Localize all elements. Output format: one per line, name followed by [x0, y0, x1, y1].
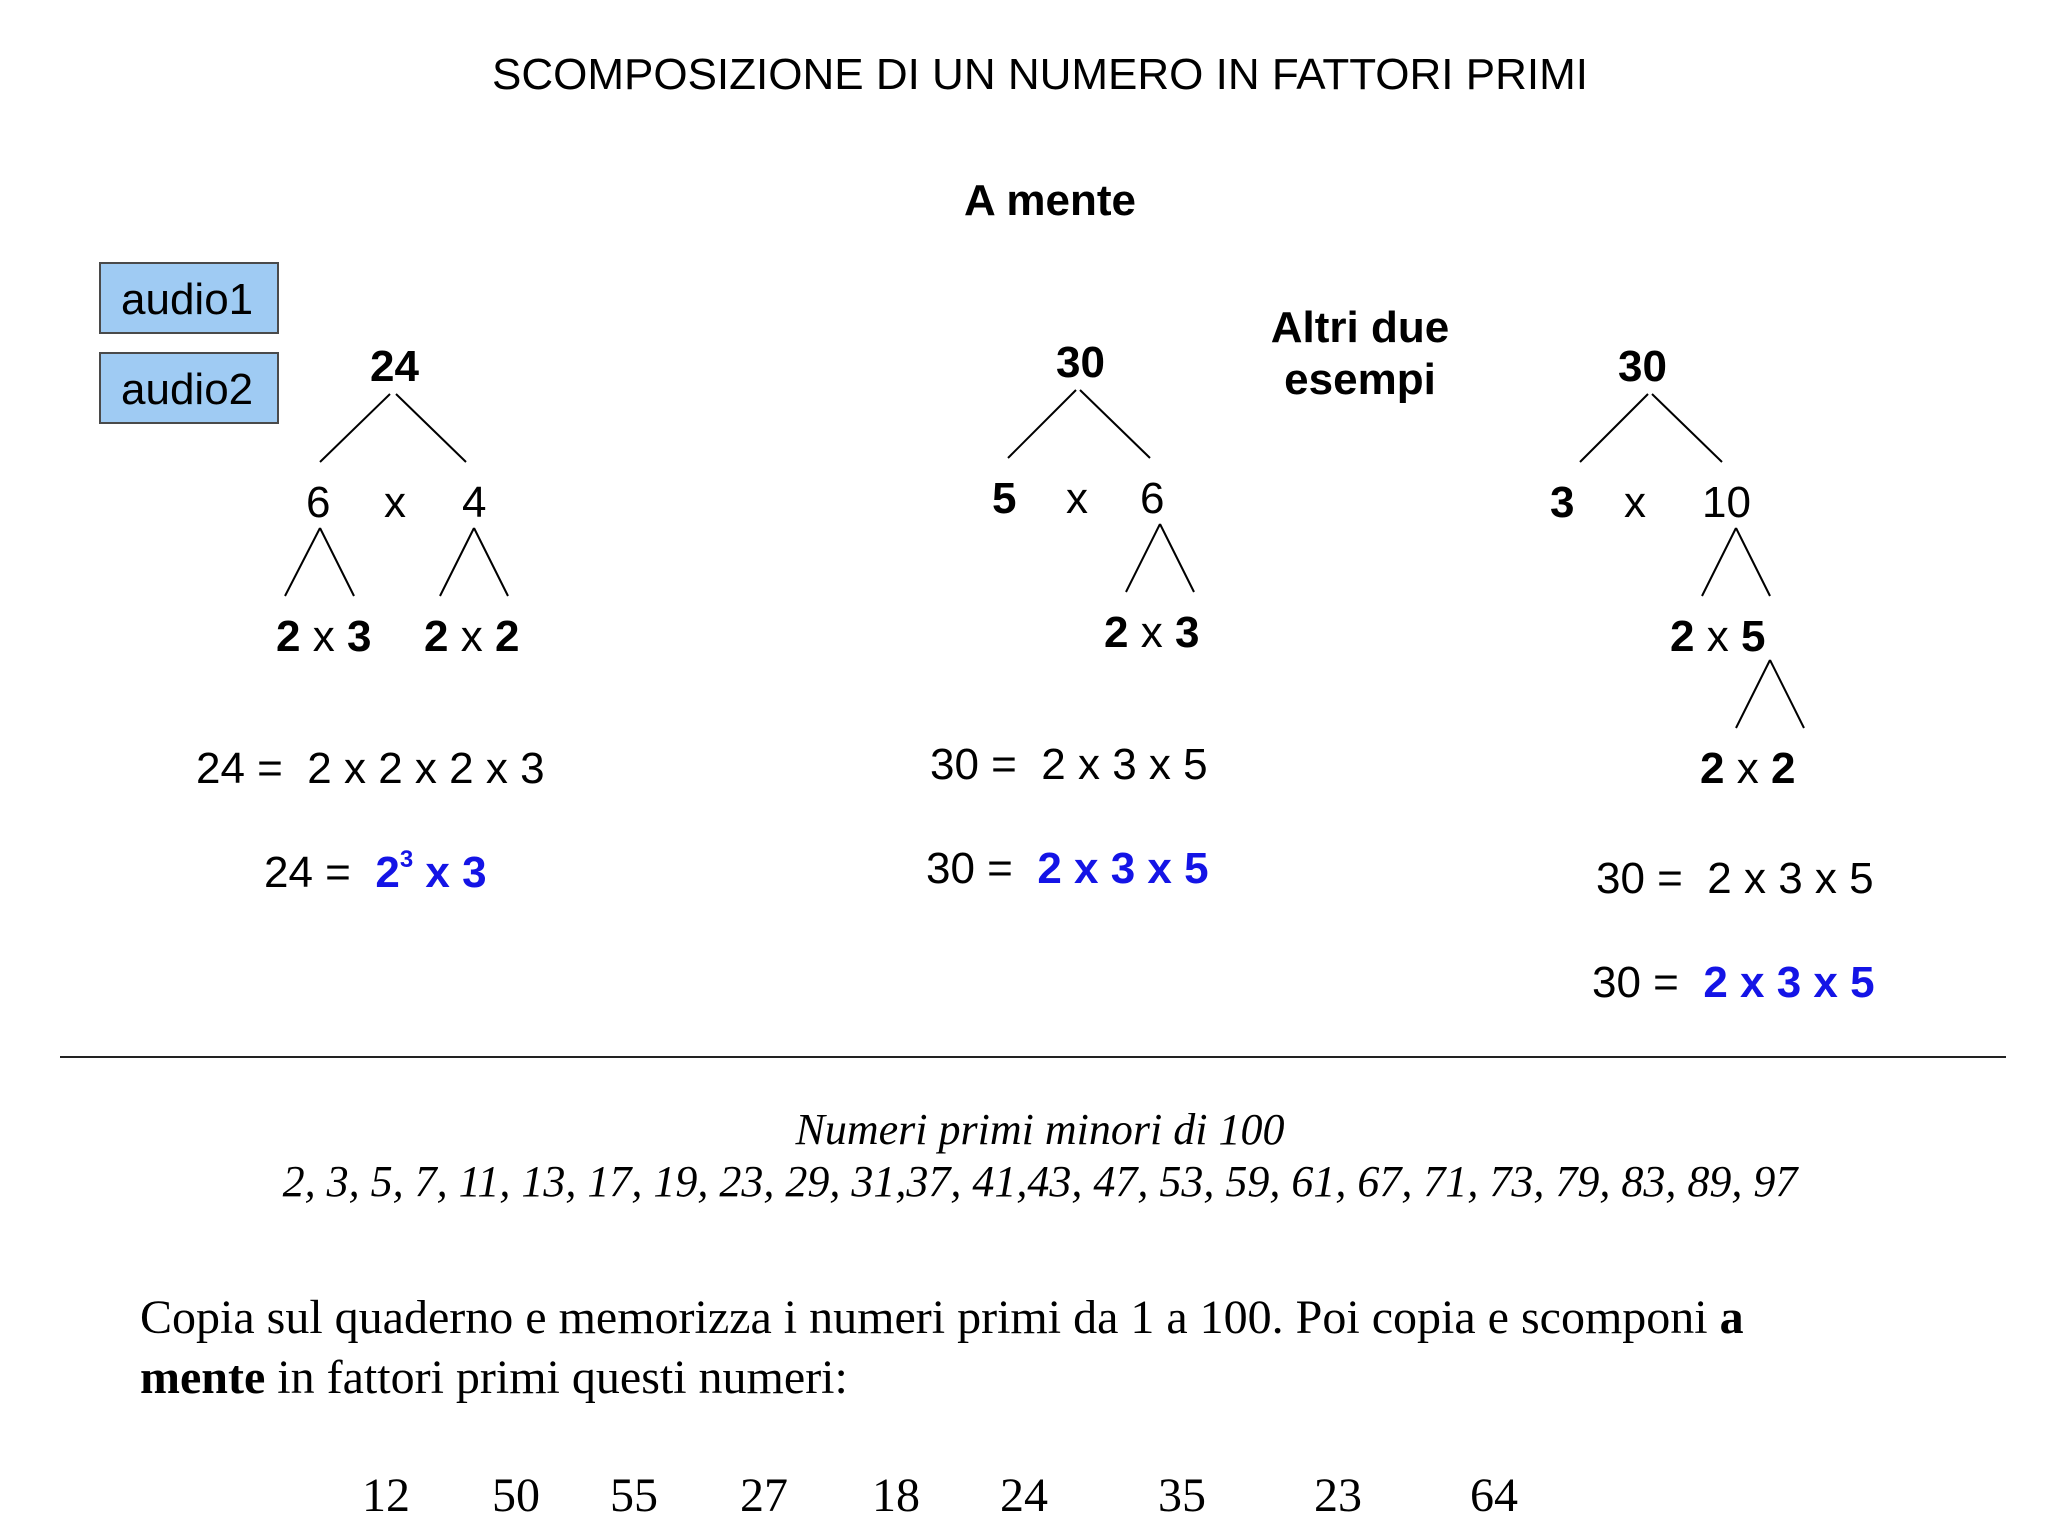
tree1-equation-expanded: 24 = 2 x 2 x 2 x 3	[196, 744, 545, 793]
equation-prefix: 24 =	[264, 848, 351, 897]
branch-line	[320, 528, 354, 596]
tree1-times: x	[384, 478, 406, 527]
branch-line	[396, 394, 466, 462]
exercise-number: 27	[740, 1469, 788, 1522]
equation-prefix: 30 =	[1592, 958, 1679, 1007]
branch-line	[1770, 660, 1804, 728]
audio2-button[interactable]: audio2	[99, 352, 279, 424]
other-examples-line2: esempi	[1284, 355, 1436, 404]
equation-result	[375, 848, 486, 897]
branch-line	[1008, 390, 1076, 458]
branch-line	[320, 394, 390, 462]
instruction-part2: in fattori primi questi numeri:	[265, 1351, 848, 1404]
primes-list: 2, 3, 5, 7, 11, 13, 17, 19, 23, 29, 31,37, 41,43, 47, 53, 59, 61, 67, 71, 73, 79, 83, 89, 97	[282, 1157, 1798, 1206]
branch-line	[440, 528, 474, 596]
times-sign: x	[460, 612, 483, 661]
leaf-factor: 2	[276, 612, 301, 661]
section-subtitle: A mente	[964, 176, 1136, 225]
branch-line	[1702, 528, 1736, 596]
power-rest: x 3	[413, 848, 487, 897]
tree3-equation-result	[1592, 958, 1875, 1008]
equation-result: 2 x 3 x 5	[1703, 958, 1875, 1007]
branch-line	[1160, 524, 1194, 592]
leaf-factor: 3	[346, 612, 372, 661]
exercise-number: 18	[872, 1469, 920, 1522]
equation-result: 2 x 3 x 5	[1037, 844, 1209, 893]
tree3-root: 30	[1618, 342, 1667, 391]
tree3-leaf1	[1670, 612, 1765, 662]
tree1-root: 24	[370, 342, 419, 391]
primes-title: Numeri primi minori di 100	[795, 1105, 1285, 1154]
exercise-number: 23	[1314, 1469, 1362, 1522]
tree2-times: x	[1066, 474, 1088, 523]
power-exponent: 3	[399, 846, 414, 873]
branch-line	[1736, 528, 1770, 596]
leaf-factor: 2	[1670, 612, 1695, 661]
tree3-factor-right: 10	[1702, 478, 1751, 527]
leaf-factor: 5	[1740, 612, 1766, 661]
branch-line	[1736, 660, 1770, 728]
leaf-factor: 2	[1700, 744, 1725, 793]
tree2-equation-result	[926, 844, 1209, 894]
tree1-leaf-right	[424, 612, 519, 662]
tree3-equation-expanded: 30 = 2 x 3 x 5	[1596, 854, 1874, 903]
branch-line	[474, 528, 508, 596]
exercise-number: 50	[492, 1469, 540, 1522]
branch-line	[1652, 394, 1722, 462]
exercise-number: 35	[1158, 1469, 1206, 1522]
tree2-leaf	[1104, 608, 1199, 658]
power-base: 2	[375, 848, 400, 897]
times-sign: x	[1140, 608, 1163, 657]
instruction-text	[140, 1288, 1980, 1408]
tree2-factor-left: 5	[992, 474, 1017, 523]
leaf-factor: 2	[1104, 608, 1129, 657]
branch-line	[1580, 394, 1648, 462]
branch-line	[1080, 390, 1150, 458]
leaf-factor: 3	[1174, 608, 1200, 657]
tree3-leaf2	[1700, 744, 1795, 794]
audio1-button[interactable]: audio1	[99, 262, 279, 334]
tree3-times: x	[1624, 478, 1646, 527]
times-sign: x	[312, 612, 335, 661]
page-title: SCOMPOSIZIONE DI UN NUMERO IN FATTORI PRIMI	[492, 50, 1588, 99]
times-sign: x	[1706, 612, 1729, 661]
times-sign: x	[1736, 744, 1759, 793]
tree1-factor-left: 6	[306, 478, 331, 527]
other-examples-line1: Altri due	[1270, 303, 1450, 352]
tree2-equation-expanded: 30 = 2 x 3 x 5	[930, 740, 1208, 789]
branch-line	[285, 528, 320, 596]
instruction-bold2: mente	[140, 1351, 266, 1404]
equation-prefix: 30 =	[926, 844, 1013, 893]
tree1-equation-power	[264, 848, 487, 898]
exercise-number: 64	[1470, 1469, 1518, 1522]
leaf-factor: 2	[1770, 744, 1796, 793]
exercise-number: 24	[1000, 1469, 1048, 1522]
tree2-root: 30	[1056, 338, 1105, 387]
tree3-factor-left: 3	[1550, 478, 1575, 527]
leaf-factor: 2	[494, 612, 520, 661]
tree1-factor-right: 4	[462, 478, 487, 527]
tree2-factor-right: 6	[1140, 474, 1165, 523]
leaf-factor: 2	[424, 612, 449, 661]
branch-line	[1126, 524, 1160, 592]
exercise-number: 55	[610, 1469, 658, 1522]
tree1-leaf-left	[276, 612, 371, 662]
divider	[60, 1056, 2006, 1058]
instruction-part1: Copia sul quaderno e memorizza i numeri primi da 1 a 100. Poi copia e scomponi	[140, 1291, 1720, 1344]
instruction-bold1: a	[1719, 1291, 1744, 1344]
exercise-number: 12	[362, 1469, 410, 1522]
